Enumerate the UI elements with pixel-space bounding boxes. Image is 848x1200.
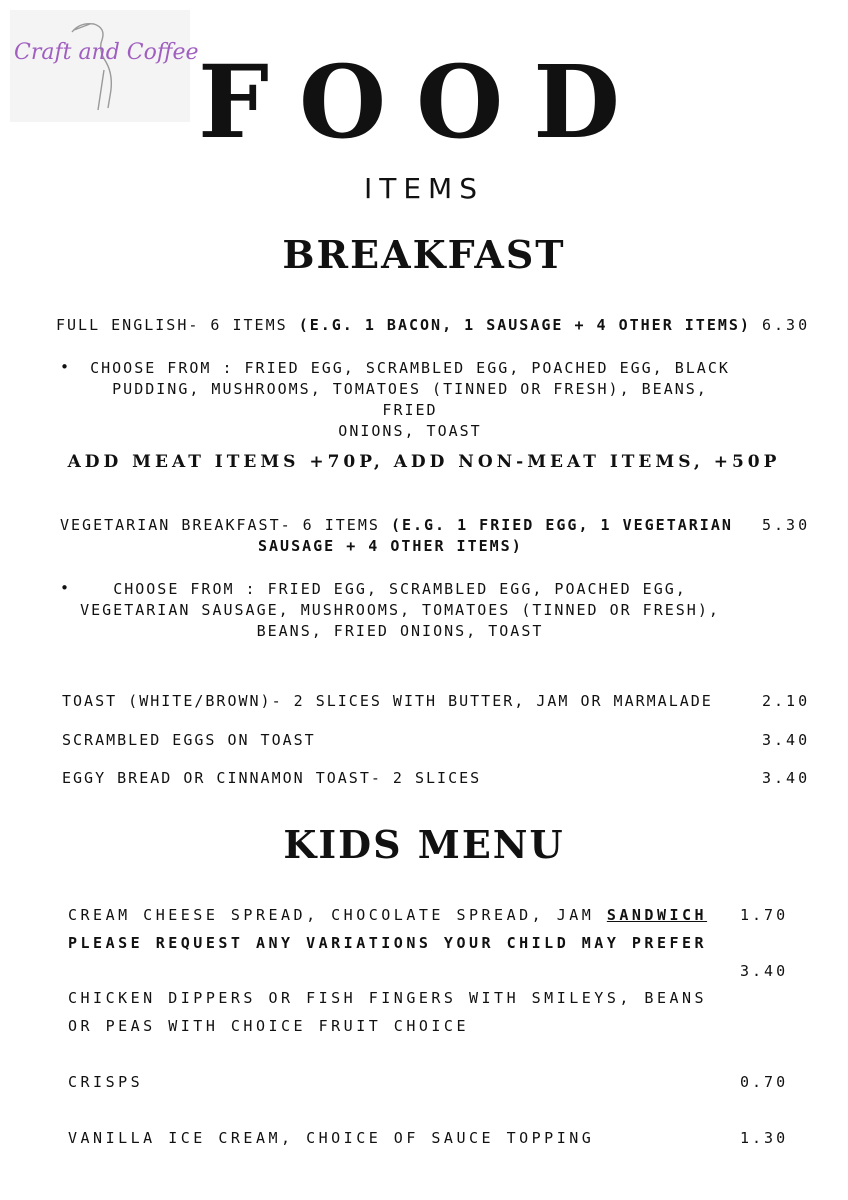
menu-item-name: TOAST (WHITE/BROWN)- 2 SLICES WITH BUTTER, JAM OR MARMALADE (62, 692, 713, 710)
kids-sandwich-price: 1.70 (740, 906, 789, 924)
full-english-label: FULL ENGLISH- 6 ITEMS (56, 316, 299, 334)
vegetarian-price: 5.30 (762, 516, 811, 534)
bullet-icon: • (60, 579, 70, 597)
kids-icecream-name: VANILLA ICE CREAM, CHOICE OF SAUCE TOPPING (68, 1129, 595, 1147)
menu-item-name: EGGY BREAD OR CINNAMON TOAST- 2 SLICES (62, 769, 482, 787)
kids-sandwich-note: PLEASE REQUEST ANY VARIATIONS YOUR CHILD MAY PREFER (68, 934, 708, 952)
choice-line: PUDDING, MUSHROOMS, TOMATOES (TINNED OR FRESH), BEANS, FRIED (112, 380, 708, 419)
logo-text: Craft and Coffee (14, 40, 199, 65)
vegetarian-note: (E.G. 1 FRIED EGG, 1 VEGETARIAN (390, 516, 733, 534)
vegetarian-item (60, 516, 733, 534)
full-english-choices (80, 358, 740, 442)
page-title: FOOD (198, 43, 650, 161)
choice-line: BEANS, FRIED ONIONS, TOAST (256, 622, 544, 640)
kids-dippers-price: 3.40 (740, 962, 789, 980)
kids-sandwich-emph: SANDWICH (606, 906, 708, 924)
vegetarian-choices (80, 579, 720, 642)
choice-line: CHOOSE FROM : FRIED EGG, SCRAMBLED EGG, POACHED EGG, (113, 580, 687, 598)
choice-line: ONIONS, TOAST (338, 422, 482, 440)
choice-line: CHOOSE FROM : FRIED EGG, SCRAMBLED EGG, POACHED EGG, BLACK (90, 359, 730, 377)
menu-item-price: 2.10 (762, 692, 811, 710)
vegetarian-note-2: SAUSAGE + 4 OTHER ITEMS) (258, 537, 523, 555)
choice-line: VEGETARIAN SAUSAGE, MUSHROOMS, TOMATOES (TINNED OR FRESH), (80, 601, 720, 619)
addon-note: ADD MEAT ITEMS +70P, ADD NON-MEAT ITEMS, +50P (67, 452, 781, 472)
bullet-icon: • (60, 358, 70, 376)
vegetarian-label: VEGETARIAN BREAKFAST- 6 ITEMS (60, 516, 391, 534)
kids-icecream-price: 1.30 (740, 1129, 789, 1147)
menu-item-name: SCRAMBLED EGGS ON TOAST (62, 731, 316, 749)
menu-item-price: 3.40 (762, 731, 811, 749)
kids-crisps-price: 0.70 (740, 1073, 789, 1091)
kids-dippers-line1: CHICKEN DIPPERS OR FISH FINGERS WITH SMILEYS, BEANS (68, 989, 708, 1007)
kids-dippers-line2: OR PEAS WITH CHOICE FRUIT CHOICE (68, 1017, 469, 1035)
full-english-price: 6.30 (762, 316, 811, 334)
kids-heading: KIDS MENU (283, 822, 565, 867)
menu-item-price: 3.40 (762, 769, 811, 787)
breakfast-heading: BREAKFAST (282, 232, 566, 277)
kids-crisps-name: CRISPS (68, 1073, 144, 1091)
page-subtitle: ITEMS (364, 172, 484, 205)
full-english-note: (E.G. 1 BACON, 1 SAUSAGE + 4 OTHER ITEMS) (298, 316, 751, 334)
kids-sandwich-text: CREAM CHEESE SPREAD, CHOCOLATE SPREAD, JAM (68, 906, 607, 924)
kids-sandwich-item (68, 906, 707, 924)
full-english-item (56, 316, 751, 334)
